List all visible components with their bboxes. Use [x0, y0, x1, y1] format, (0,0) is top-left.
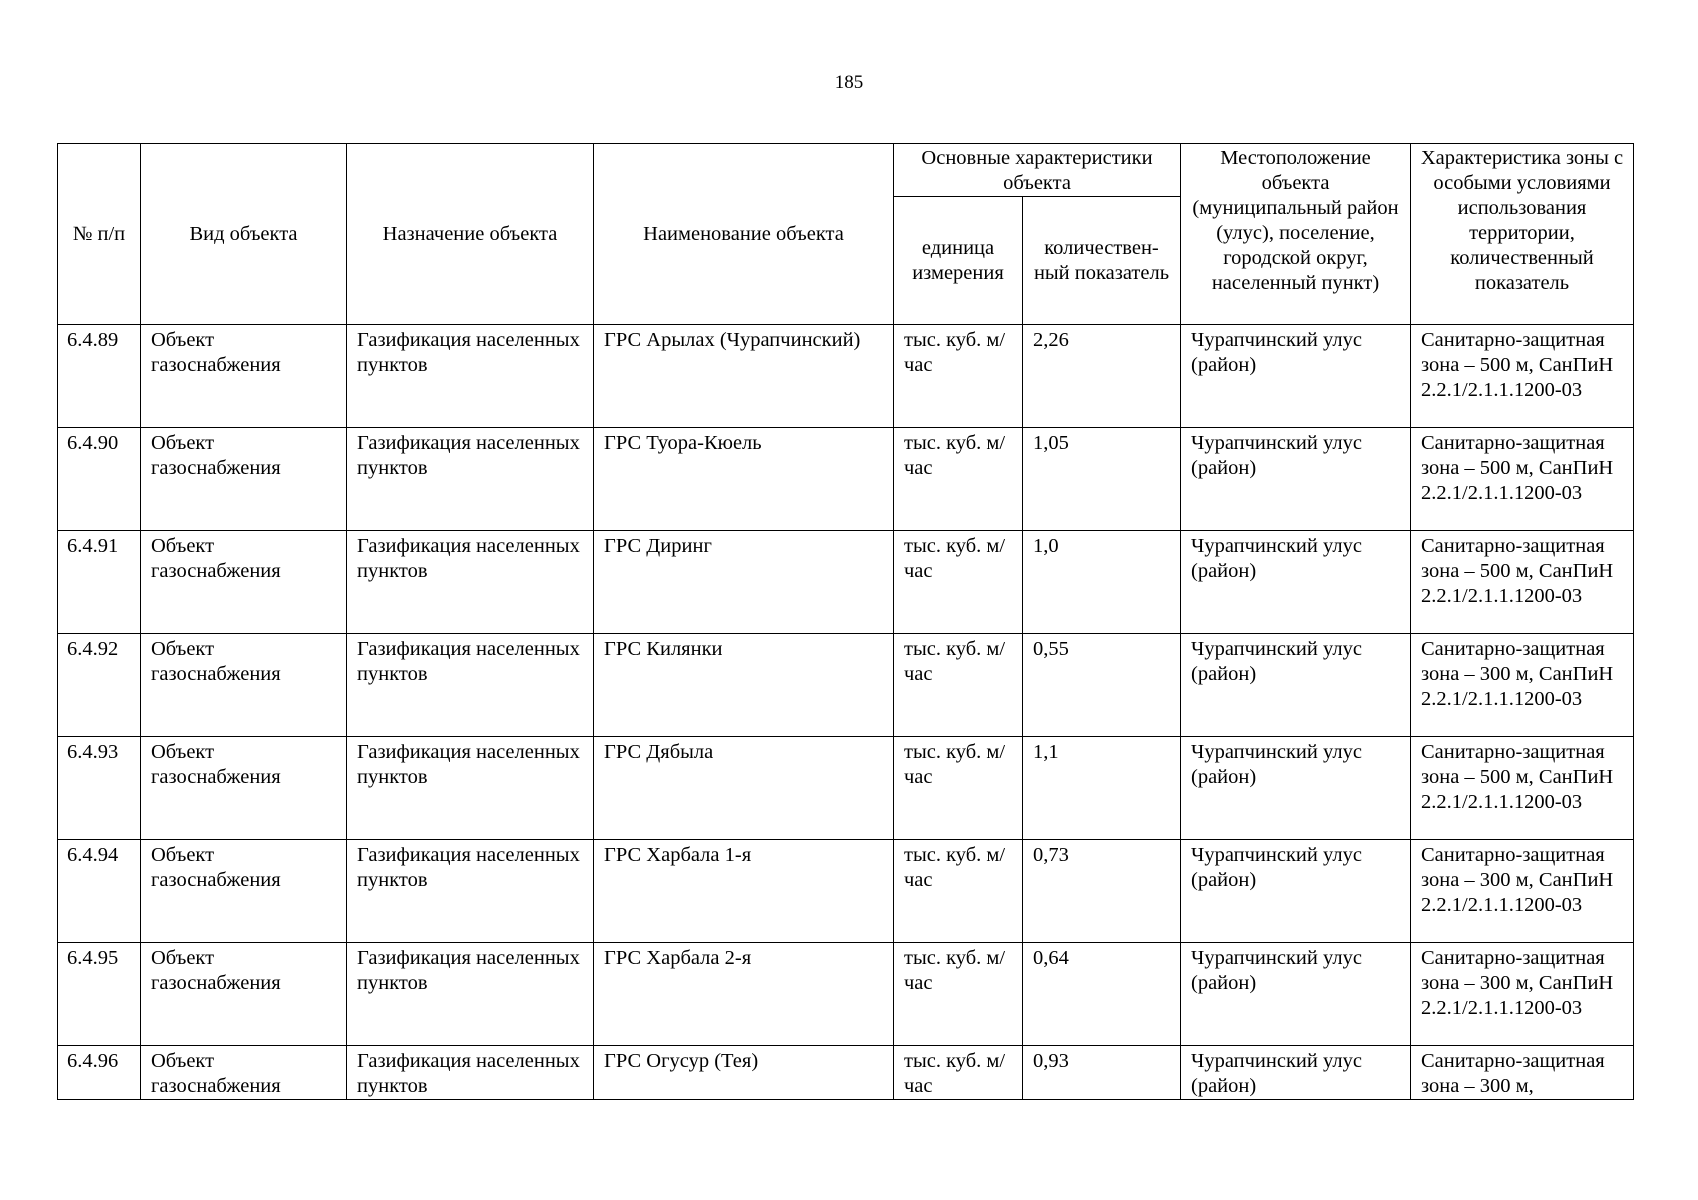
cell-num: 6.4.91: [58, 531, 141, 634]
cell-quantity: 1,05: [1023, 428, 1181, 531]
cell-zone: Санитарно-защитная зона – 300 м, СанПиН 2.2.1/2.1.1.1200-03: [1411, 634, 1634, 737]
cell-unit: тыс. куб. м/час: [894, 840, 1023, 943]
cell-unit: тыс. куб. м/час: [894, 531, 1023, 634]
table-header-row: [58, 144, 1634, 197]
cell-zone: Санитарно-защитная зона – 500 м, СанПиН 2.2.1/2.1.1.1200-03: [1411, 325, 1634, 428]
cell-type: Объект газоснабжения: [141, 325, 347, 428]
cell-purpose: Газификация населенных пунктов: [347, 325, 594, 428]
cell-unit: тыс. куб. м/час: [894, 325, 1023, 428]
cell-quantity: 2,26: [1023, 325, 1181, 428]
cell-name: ГРС Огусур (Тея): [594, 1046, 894, 1100]
cell-type: Объект газоснабжения: [141, 737, 347, 840]
cell-type: Объект газоснабжения: [141, 943, 347, 1046]
table-row: [58, 943, 1634, 1046]
cell-type: Объект газоснабжения: [141, 634, 347, 737]
cell-quantity: 1,1: [1023, 737, 1181, 840]
cell-num: 6.4.92: [58, 634, 141, 737]
header-purpose: Назначение объекта: [347, 144, 594, 325]
cell-num: 6.4.94: [58, 840, 141, 943]
header-num: № п/п: [58, 144, 141, 325]
cell-num: 6.4.96: [58, 1046, 141, 1100]
cell-zone: Санитарно-защитная зона – 300 м, СанПиН 2.2.1/2.1.1.1200-03: [1411, 840, 1634, 943]
cell-name: ГРС Харбала 1-я: [594, 840, 894, 943]
header-name: Наименование объекта: [594, 144, 894, 325]
table-row: [58, 737, 1634, 840]
cell-zone: Санитарно-защитная зона – 500 м, СанПиН 2.2.1/2.1.1.1200-03: [1411, 531, 1634, 634]
table-row: [58, 325, 1634, 428]
cell-purpose: Газификация населенных пунктов: [347, 634, 594, 737]
table-body: [58, 325, 1634, 1100]
cell-location: Чурапчинский улус (район): [1181, 531, 1411, 634]
cell-type: Объект газоснабжения: [141, 531, 347, 634]
cell-purpose: Газификация населенных пунктов: [347, 943, 594, 1046]
cell-unit: тыс. куб. м/час: [894, 1046, 1023, 1100]
cell-purpose: Газификация населенных пунктов: [347, 840, 594, 943]
cell-zone: Санитарно-защитная зона – 500 м, СанПиН 2.2.1/2.1.1.1200-03: [1411, 737, 1634, 840]
cell-name: ГРС Диринг: [594, 531, 894, 634]
cell-quantity: 0,73: [1023, 840, 1181, 943]
cell-zone: Санитарно-защитная зона – 300 м,: [1411, 1046, 1634, 1100]
cell-num: 6.4.95: [58, 943, 141, 1046]
header-zone: Характеристика зоны с особыми условиями использования территории, количественный показатель: [1411, 144, 1634, 325]
cell-name: ГРС Харбала 2-я: [594, 943, 894, 1046]
cell-quantity: 1,0: [1023, 531, 1181, 634]
cell-name: ГРС Арылах (Чурапчинский): [594, 325, 894, 428]
table-row: [58, 428, 1634, 531]
cell-num: 6.4.90: [58, 428, 141, 531]
cell-purpose: Газификация населенных пунктов: [347, 737, 594, 840]
cell-unit: тыс. куб. м/час: [894, 634, 1023, 737]
cell-quantity: 0,93: [1023, 1046, 1181, 1100]
header-main-characteristics: Основные характеристики объекта: [894, 144, 1181, 197]
objects-table: [57, 143, 1634, 1100]
cell-zone: Санитарно-защитная зона – 300 м, СанПиН 2.2.1/2.1.1.1200-03: [1411, 943, 1634, 1046]
cell-zone: Санитарно-защитная зона – 500 м, СанПиН 2.2.1/2.1.1.1200-03: [1411, 428, 1634, 531]
cell-num: 6.4.89: [58, 325, 141, 428]
cell-location: Чурапчинский улус (район): [1181, 634, 1411, 737]
header-type: Вид объекта: [141, 144, 347, 325]
cell-location: Чурапчинский улус (район): [1181, 428, 1411, 531]
cell-unit: тыс. куб. м/час: [894, 428, 1023, 531]
cell-location: Чурапчинский улус (район): [1181, 1046, 1411, 1100]
page-number: 185: [834, 72, 864, 93]
cell-quantity: 0,64: [1023, 943, 1181, 1046]
cell-name: ГРС Туора-Кюель: [594, 428, 894, 531]
cell-type: Объект газоснабжения: [141, 1046, 347, 1100]
cell-num: 6.4.93: [58, 737, 141, 840]
table-row: [58, 1046, 1634, 1100]
cell-unit: тыс. куб. м/час: [894, 737, 1023, 840]
cell-name: ГРС Дябыла: [594, 737, 894, 840]
cell-quantity: 0,55: [1023, 634, 1181, 737]
header-location: Местоположение объекта (муниципальный район (улус), поселение, городской округ, населенный пункт): [1181, 144, 1411, 325]
cell-name: ГРС Килянки: [594, 634, 894, 737]
cell-type: Объект газоснабжения: [141, 840, 347, 943]
cell-purpose: Газификация населенных пунктов: [347, 531, 594, 634]
cell-location: Чурапчинский улус (район): [1181, 737, 1411, 840]
cell-type: Объект газоснабжения: [141, 428, 347, 531]
header-quantity: количествен-ный показатель: [1023, 197, 1181, 325]
cell-location: Чурапчинский улус (район): [1181, 325, 1411, 428]
cell-purpose: Газификация населенных пунктов: [347, 1046, 594, 1100]
table-row: [58, 531, 1634, 634]
table-row: [58, 634, 1634, 737]
cell-location: Чурапчинский улус (район): [1181, 943, 1411, 1046]
cell-unit: тыс. куб. м/час: [894, 943, 1023, 1046]
header-unit: единица измерения: [894, 197, 1023, 325]
table-row: [58, 840, 1634, 943]
cell-location: Чурапчинский улус (район): [1181, 840, 1411, 943]
cell-purpose: Газификация населенных пунктов: [347, 428, 594, 531]
